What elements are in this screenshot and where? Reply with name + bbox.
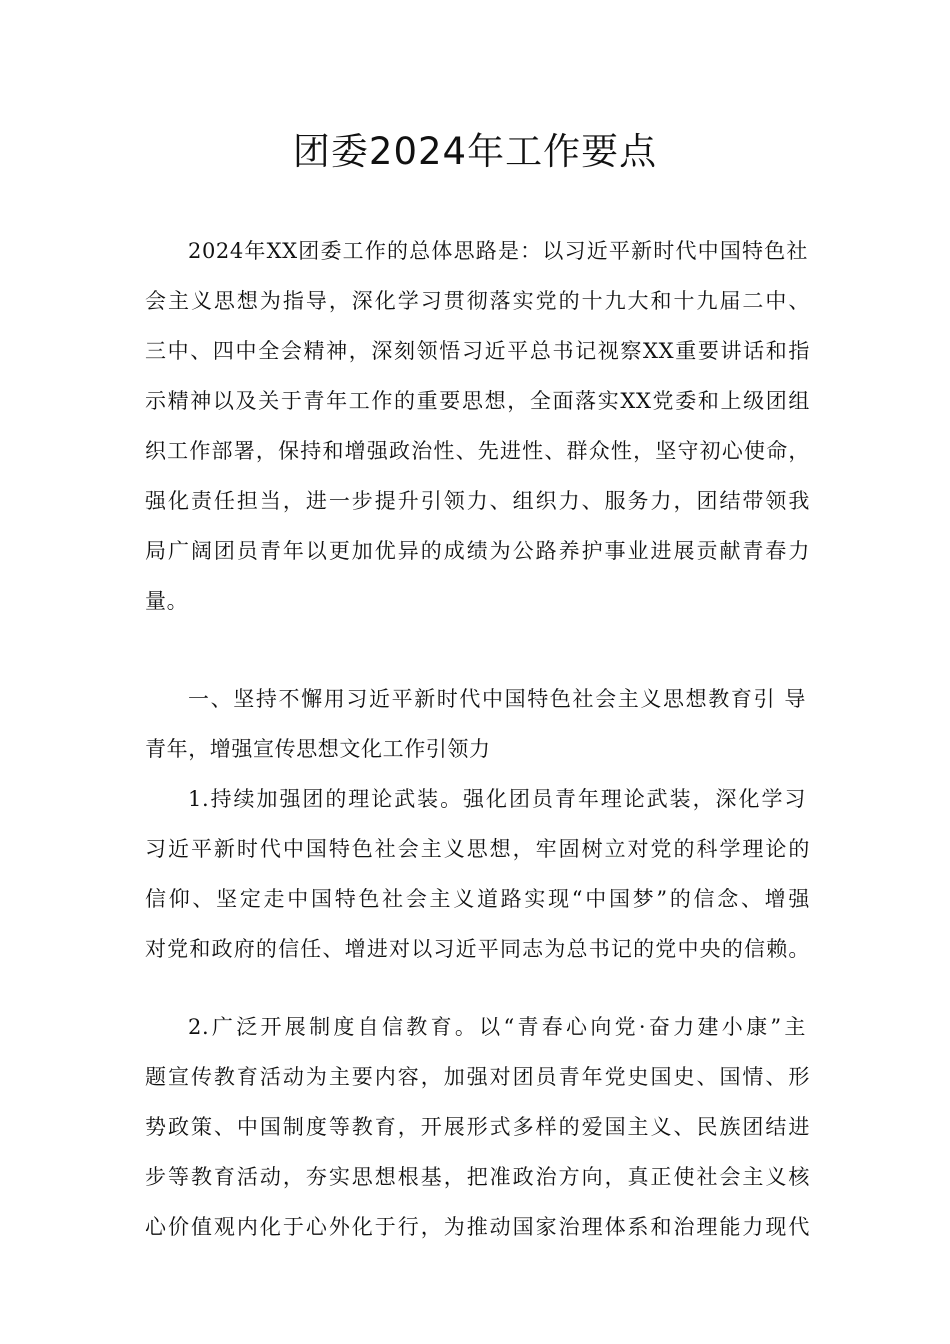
- intro-line: 三中、四中全会精神，深刻领悟习近平总书记视察XX重要讲话和指: [145, 339, 810, 363]
- section-heading-line: 一、坚持不懈用习近平新时代中国特色社会主义思想教育引 导: [188, 687, 806, 711]
- intro-line: 局广阔团员青年以更加优异的成绩为公路养护事业进展贡献青春力: [145, 539, 810, 563]
- section-heading-line: 青年，增强宣传思想文化工作引领力: [145, 737, 491, 761]
- item2-line: 步等教育活动，夯实思想根基，把准政治方向，真正使社会主义核: [145, 1165, 810, 1189]
- intro-line: 示精神以及关于青年工作的重要思想，全面落实XX党委和上级团组: [145, 389, 810, 413]
- item2-line: 心价值观内化于心外化于行，为推动国家治理体系和治理能力现代: [145, 1215, 810, 1239]
- document-title: 团委2024年工作要点: [292, 130, 658, 173]
- item1-line: 1.持续加强团的理论武装。强化团员青年理论武装，深化学习: [188, 787, 806, 811]
- intro-line: 强化责任担当，进一步提升引领力、组织力、服务力，团结带领我: [145, 489, 810, 513]
- item1-line: 对党和政府的信任、增进对以习近平同志为总书记的党中央的信赖。: [145, 937, 810, 961]
- intro-line: 量。: [145, 589, 189, 613]
- item2-line: 势政策、中国制度等教育，开展形式多样的爱国主义、民族团结进: [145, 1115, 810, 1139]
- item2-line: 题宣传教育活动为主要内容，加强对团员青年党史国史、国情、形: [145, 1065, 810, 1089]
- intro-line: 会主义思想为指导，深化学习贯彻落实党的十九大和十九届二中、: [145, 289, 810, 313]
- intro-line: 织工作部署，保持和增强政治性、先进性、群众性，坚守初心使命，: [145, 439, 810, 463]
- intro-line: 2024年XX团委工作的总体思路是：以习近平新时代中国特色社: [188, 239, 808, 263]
- item1-line: 信仰、坚定走中国特色社会主义道路实现“中国梦”的信念、增强: [145, 887, 810, 911]
- item1-line: 习近平新时代中国特色社会主义思想，牢固树立对党的科学理论的: [145, 837, 810, 861]
- item2-line: 2.广泛开展制度自信教育。以“青春心向党·奋力建小康”主: [188, 1015, 806, 1039]
